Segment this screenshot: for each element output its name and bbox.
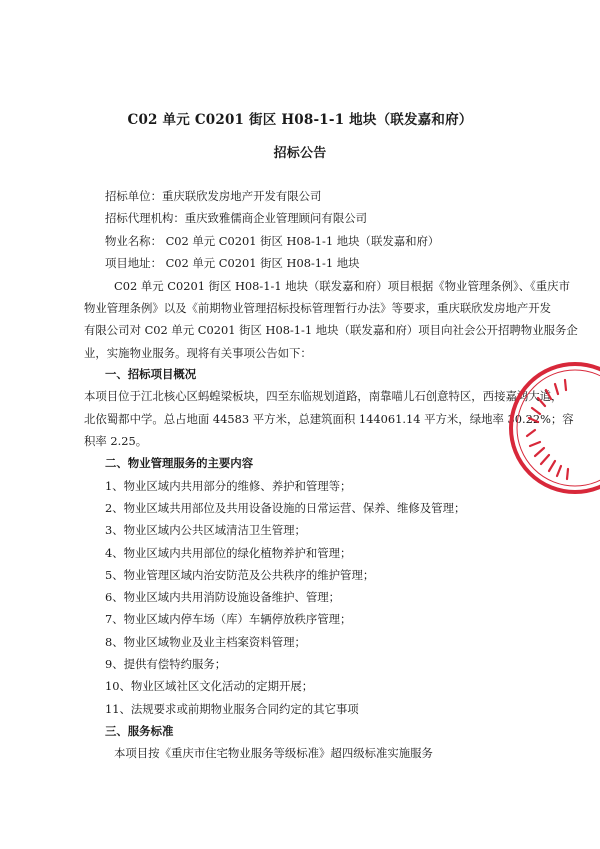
service-item: 8、物业区域物业及业主档案资料管理； [105,635,306,649]
intro-line: 有限公司对 C02 单元 C0201 街区 H08-1-1 地块（联发嘉和府）项目向社会公开招聘物业服务企 [84,323,578,337]
service-item: 9、提供有偿特约服务； [105,657,227,671]
section-1-heading: 一、招标项目概况 [105,367,197,381]
service-item: 6、物业区域内共用消防设施设备维护、管理； [105,590,341,604]
document-subtitle: 招标公告 [273,146,327,161]
section-1-line: 北依蜀都中学。总占地面 44583 平方米，总建筑面积 144061.14 平方米，绿地率 30.22%；容 [84,412,574,426]
service-item: 1、物业区域内共用部分的维修、养护和管理等； [105,479,352,493]
service-item: 10、物业区域社区文化活动的定期开展； [105,679,314,693]
intro-line: 物业管理条例》以及《前期物业管理招标投标管理暂行办法》等要求，重庆联欣发房地产开发 [84,301,552,315]
document-title: C02 单元 C0201 街区 H08-1-1 地块（联发嘉和府） [127,112,473,128]
service-item: 7、物业区域内停车场（库）车辆停放秩序管理； [105,612,352,626]
service-item: 5、物业管理区域内治安防范及公共秩序的维护管理； [105,568,375,582]
service-item: 4、物业区域内共用部位的绿化植物养护和管理； [105,546,352,560]
service-item: 2、物业区域共用部位及共用设备设施的日常运营、保养、维修及管理； [105,501,466,515]
project-address-line: 项目地址： C02 单元 C0201 街区 H08-1-1 地块 [105,256,360,270]
intro-line: 业，实施物业服务。现将有关事项公告如下： [84,346,312,360]
agency-line: 招标代理机构：重庆致雅儒商企业管理顾问有限公司 [105,211,367,225]
service-item: 11、法规要求或前期物业服务合同约定的其它事项 [105,702,359,716]
service-item: 3、物业区域内公共区域清洁卫生管理； [105,523,306,537]
section-1-line: 本项目位于江北核心区蚂蝗梁板块，四至东临规划道路，南靠喵儿石创意特区，西接嘉鸿大道， [84,389,563,403]
section-2-heading: 二、物业管理服务的主要内容 [105,456,254,470]
property-name-line: 物业名称： C02 单元 C0201 街区 H08-1-1 地块（联发嘉和府） [105,234,440,248]
tenderer-line: 招标单位：重庆联欣发房地产开发有限公司 [105,189,322,203]
intro-line: C02 单元 C0201 街区 H08-1-1 地块（联发嘉和府）项目根据《物业管理条例》、《重庆市 [114,279,570,293]
section-1-line: 积率 2.25。 [84,434,148,448]
section-3-heading: 三、服务标准 [105,724,174,738]
company-seal-icon [505,358,600,498]
section-3-line: 本项目按《重庆市住宅物业服务等级标准》超四级标准实施服务 [114,746,433,760]
